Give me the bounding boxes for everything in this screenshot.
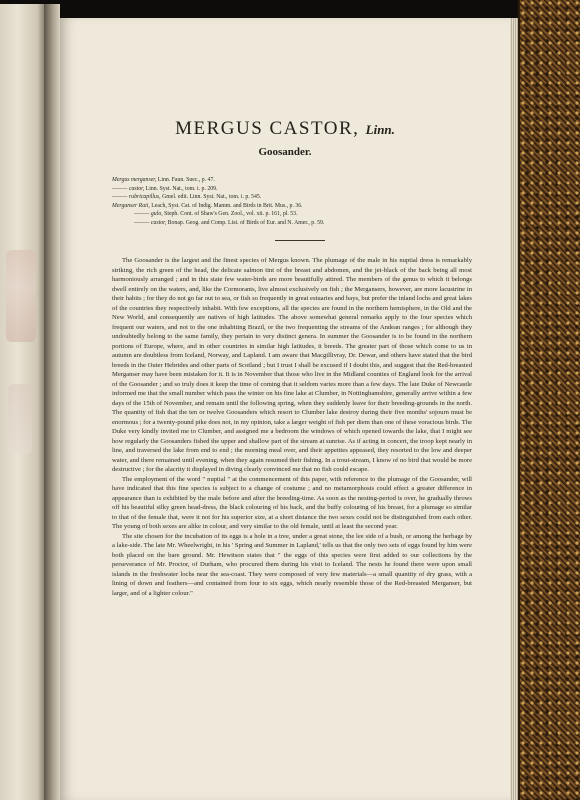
left-page-edge <box>0 4 44 800</box>
species-name: MERGUS CASTOR, <box>175 118 360 139</box>
synonymy-entry <box>112 202 472 211</box>
page-title <box>60 118 510 140</box>
marbled-cover <box>518 0 580 800</box>
synonym-reference: Bonap. Geog. and Comp. List. of Birds of Eur. and N. Amer., p. 59. <box>167 219 325 226</box>
common-name: Goosander. <box>258 146 312 158</box>
book-gutter <box>44 4 60 800</box>
text-page <box>60 18 510 800</box>
synonymy-entry <box>112 185 472 194</box>
paragraph: The employment of the word " nuptial " at the commencement of this paper, with reference to the plumage of the Goosander, will have indicated that this fine species is subject to a change of costume ; and no metamorphosis could effect a greater difference in appearance than is exhibited by the male before and after the breeding-time. As soon as the nesting-period is over, he gradually throws off his beautiful silky green head-dress, the black colouring of his back, and the buffy colouring of his breast, for a plumage so similar to that of the female that, were it not for his superior size, at a short distance the two sexes could not be distinguished from each other. The young of both sexes are alike in colour, and very similar to the old female, until at least the second year. <box>112 475 472 530</box>
synonym-name: ——— rubricapillus, <box>112 194 161 201</box>
left-page-illustration <box>6 250 36 342</box>
synonym-reference: Steph. Cont. of Shaw's Gen. Zool., vol. xii. p. 161, pl. 53. <box>164 211 298 218</box>
synonym-name: ——— castor, <box>134 219 167 226</box>
body-text <box>112 256 472 598</box>
synonym-name: Merganser Raii, <box>112 202 150 209</box>
synonymy-entry <box>112 193 472 202</box>
synonym-reference: Linn. Syst. Nat., tom. i. p. 209. <box>145 185 218 192</box>
paragraph: The Goosander is the largest and the finest species of Mergus known. The plumage of the male in his nuptial dress is remarkably striking, the rich green of the head, the delicate salmon tint of the breast and abdomen, and the jet-black of the back being all most harmoniously arranged ; and in this state few water-birds are more beautifully attired. The members of the genus to which it belongs dwell entirely on the waters, and, like the Cormorants, live almost exclusively on fish ; the Mergansers, however, are more lacustrine in their habits ; for they do not go far out to sea, or fish so frequently in great estuaries and bays, but prefer the inland lochs and great lakes of the countries they respectively inhabit. With few exceptions, all the species are found in the northern hemisphere, in the Old and the New World, and consequently are natives of high latitudes. The above somewhat general remarks apply to the four species which frequent our waters, and not to the one inhabiting Brazil, or the two frequenting the streams of the Andean ranges ; for although they undoubtedly belong to the same family, they pertain to very distinct genera. In summer the Goosander is to be found in the northern portions of Europe, where, and in other countries in similar high latitudes, it breeds. The greater part of those which come to us in autumn are doubtless from Iceland, Norway, and Lapland. I am aware that Macgillivray, Dr. Dewar, and others have stated that the bird breeds in the Outer Hebrides and other parts of Scotland ; but I trust I shall be excused if I doubt this, and suggest that the Red-breasted Merganser may have been mistaken for it. It is in November that those who live in the Midland counties of England look for the arrival of the Goosander ; and so truly does it keep the time of coming that it seldom varies more than a few days. The late Duke of Newcastle informed me that the small number which pass the winter on his fine lake at Clumber, in Nottinghamshire, generally arrive within a few days of the 15th of November, and remain until the following spring, when they suddenly leave for their breeding-grounds in the north. The quantity of fish that the ten or twelve Goosanders which resort to Clumber lake destroy during their five months' sojourn must be enormous ; for a twenty-pound pike does not, in my opinion, take a larger weight of fish per diem than one of these voracious birds. The Duke very kindly invited me to Clumber, and assigned me a bedroom the windows of which opened towards the lake, that I might see how regularly the Goosanders fished the upper and shallow part of the stream at sunrise. As if acting in concert, the troop kept nearly in line, and traversed the lake from end to end ; the morning meal over, and their appetites appeased, they resorted to the low and deeper water, and there remained until evening, when they again resumed their fishing. In a trout-stream, I know of no bird that would be more destructive ; for the alacrity it displayed in diving clearly convinced me that no fish could escape. <box>112 257 472 473</box>
synonym-reference: Gmel. edit. Linn. Syst. Nat., tom. i. p. 545. <box>162 194 262 201</box>
synonym-name: ——— castor, <box>112 185 145 192</box>
synonymy-entry <box>112 210 472 219</box>
synonymy-entry <box>112 219 472 228</box>
page-stack-edges <box>510 18 518 800</box>
synonym-name: ——— gulo, <box>134 211 163 218</box>
synonymy-entry <box>112 176 472 185</box>
paragraph: The site chosen for the incubation of its eggs is a hole in a tree, under a great stone, the lee side of a bush, or among the herbage by a lake-side. The late Mr. Wheelwright, in his ' Spring and Summer in Lapland,' tells us that the only two sets of eggs found by him were both placed on the bare ground. Mr. Hewitson states that " the eggs of this species were first added to our collections by the perseverance of Mr. Proctor, of Durham, who procured them during his visit to Iceland. The nests he found there were upon small islands in the freshwater lochs near the sea-coast. They were composed of very few materials—a small quantity of dry grass, with a lining of down and feathers—and contained from four to six eggs, which nearly resemble those of the Red-breasted Merganser, but larger, and of a lighter colour." <box>112 532 472 597</box>
species-authority: Linn. <box>365 122 395 137</box>
synonymy-list <box>112 176 472 228</box>
synonym-name: Mergus merganser, <box>112 177 157 183</box>
left-page-illustration-lower <box>8 384 32 454</box>
synonym-reference: Linn. Faun. Suec., p. 47. <box>157 177 215 183</box>
section-divider <box>275 240 325 241</box>
synonym-reference: Leach, Syst. Cat. of Indig. Mamm. and Birds in Brit. Mus., p. 36. <box>151 202 303 209</box>
